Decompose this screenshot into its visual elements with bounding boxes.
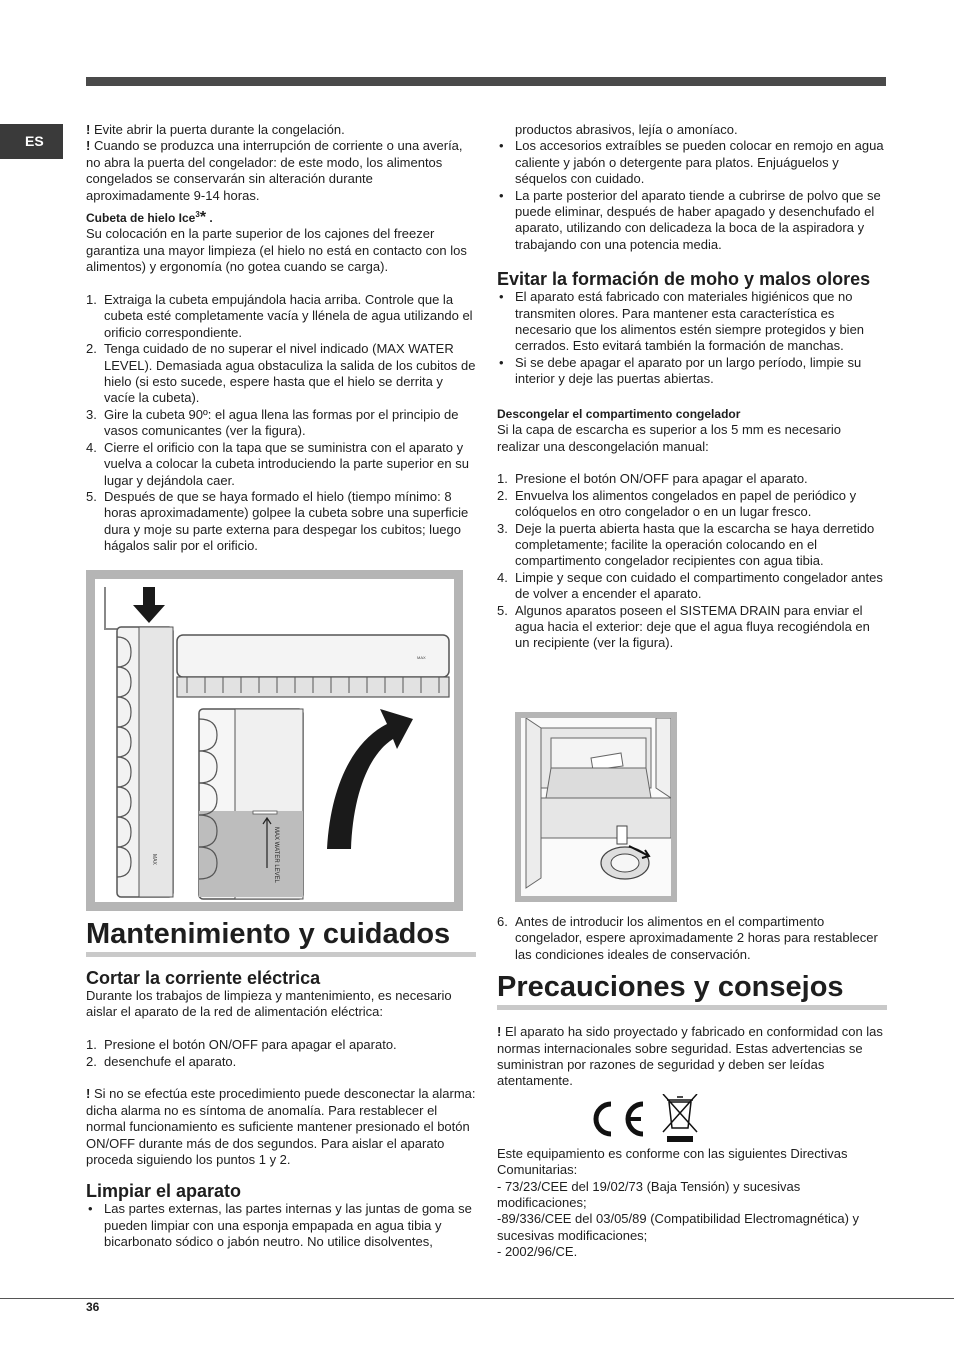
power-intro: Durante los trabajos de limpieza y mantenimiento, es necesario aislar el aparato de la red de alimentación eléctrica: (86, 988, 452, 1020)
defrost-step-6 (497, 914, 887, 963)
list-item: • Los accesorios extraíbles se pueden colocar en remojo en agua caliente y jabón o detergente para platos. Enjuáguelos y séquelos con cuidado. (499, 138, 884, 187)
list-item: 2. Tenga cuidado de no superar el nivel indicado (MAX WATER LEVEL). Demasiada agua obstaculiza la salida de los cubitos de hielo (si esto sucede, espere hasta que el hielo se derrita y vacíe la cubeta). (86, 341, 476, 406)
svg-text:MAX: MAX (151, 854, 157, 865)
list-item: 5. Algunos aparatos poseen el SISTEMA DRAIN para enviar el agua hacia el exterior: deje que el agua fluya recogiéndola en un recipiente (ver la figura). (497, 602, 870, 651)
ice-tray-steps (86, 292, 476, 555)
ice-tray-figure (86, 570, 463, 911)
list-item: 2. desenchufe el aparato. (86, 1053, 237, 1069)
maintenance-title: Mantenimiento y cuidados (86, 918, 476, 957)
list-item: 2. Envuelva los alimentos congelados en papel de periódico y colóquelos en otro congelador o en un lugar fresco. (497, 487, 857, 520)
directive-item: -89/336/CEE del 03/05/89 (Compatibilidad Electromagnética) y sucesivas modificaciones; (497, 1211, 860, 1243)
list-item: 3. Gire la cubeta 90º: el agua llena las formas por el principio de vasos comunicantes (ver la figura). (86, 406, 459, 439)
language-tab: ES (0, 124, 63, 159)
directives-intro: Este equipamiento es conforme con las siguientes Directivas Comunitarias: (497, 1145, 848, 1178)
left-lower-column (86, 918, 476, 1251)
defrost-title: Descongelar el compartimento congelador (497, 406, 741, 421)
list-item: 3. Deje la puerta abierta hasta que la escarcha se haya derretido completamente; facilite la operación colocando en el compartimento congelador recipientes con agua tibia. (497, 520, 875, 569)
list-item: 1. Presione el botón ON/OFF para apagar el aparato. (86, 1037, 397, 1053)
drain-illustration (521, 718, 671, 896)
list-item: 1. Extraiga la cubeta empujándola hacia arriba. Controle que la cubeta esté completamente vacía y llénela de agua utilizando el orificio correspondiente. (86, 292, 473, 340)
ice-tray-illustration (95, 579, 454, 902)
drain-figure (515, 712, 677, 902)
svg-text:MAX: MAX (417, 655, 426, 660)
crossed-bin-icon (663, 1094, 697, 1142)
clean-continuation: productos abrasivos, lejía o amoníaco. (515, 122, 738, 137)
precautions-warning: ! El aparato ha sido proyectado y fabricado en conformidad con las normas internacionales sobre seguridad. Estas advertencias se suministran por razones de seguridad y deben ser leídas atentamente. (497, 1024, 883, 1089)
list-item: • La parte posterior del aparato tiende a cubrirse de polvo que se puede eliminar, después de haber apagado y desenchufado el aparato, utilizando con delicadeza la boca de la aspiradora y trabajando con una potencia media. (499, 187, 881, 252)
ce-mark-icon (596, 1104, 643, 1134)
page-number: 36 (86, 1300, 100, 1314)
warning-door: ! Evite abrir la puerta durante la congelación. (86, 122, 345, 137)
warning-power-cut: ! Cuando se produzca una interrupción de corriente o una avería, no abra la puerta del congelador: de este modo, los alimentos congelados se conservarán sin alteración durante aproximadamente 9-14 horas. (86, 138, 463, 203)
directive-item: - 73/23/CEE del 19/02/73 (Baja Tensión) y sucesivas modificaciones; (497, 1178, 801, 1211)
list-item: 1. Presione el botón ON/OFF para apagar el aparato. (497, 471, 808, 487)
list-item: 6. Antes de introducir los alimentos en el compartimento congelador, espere aproximadamente 2 horas para restablecer las condiciones ideales de conservación. (497, 914, 878, 962)
mold-list (497, 289, 887, 387)
clean-list (86, 1201, 476, 1250)
list-item: • Las partes externas, las partes internas y las juntas de goma se pueden limpiar con una esponja empapada en agua tibia y bicarbonato sódico o jabón neutro. No utilice disolventes, (88, 1201, 472, 1250)
defrost-intro: Si la capa de escarcha es superior a los 5 mm es necesario realizar una descongelación manual: (497, 422, 841, 454)
right-lower-column (497, 914, 887, 1261)
power-warning: ! Si no se efectúa este procedimiento puede desconectar la alarma: dicha alarma no es síntoma de anomalía. Para restablecer el normal funcionamiento es suficiente mantener presionado el botón ON/OFF durante más de dos segundos. Para aislar el aparato proceda siguiendo los puntos 1 y 2. (86, 1086, 476, 1168)
ice-tray-title: Cubeta de hielo Ice$^3$* . (86, 209, 213, 227)
precautions-title: Precauciones y consejos (497, 971, 887, 1010)
footer-rule (0, 1298, 954, 1299)
left-column (86, 122, 476, 555)
list-item: 5. Después de que se haya formado el hielo (tiempo mínimo: 8 horas aproximadamente) golpee la cubeta sobre una superficie dura y moje su parte externa para despegar los cubitos; luego hágalos salir por el orificio. (86, 488, 469, 554)
max-water-level-label: MAX WATER LEVEL (273, 827, 279, 884)
list-item: 4. Cierre el orificio con la tapa que se suministra con el aparato y vuelva a colocar la cubeta introduciendo la parte superior en su lugar y dejándola caer. (86, 439, 469, 488)
certification-marks (497, 1090, 887, 1146)
right-column (497, 122, 887, 652)
list-item: 4. Limpie y seque con cuidado el compartimento congelador antes de volver a encender el aparato. (497, 569, 883, 602)
defrost-steps (497, 471, 887, 651)
power-steps (86, 1037, 476, 1070)
list-item: • Si se debe apagar el aparato por un largo período, limpie su interior y deje las puertas abiertas. (499, 354, 862, 387)
top-rule (86, 77, 886, 86)
list-item: • El aparato está fabricado con materiales higiénicos que no transmiten olores. Para mantener esta característica es necesario que los alimentos estén siempre protegidos y bien cerrados. Esto evitará también la formación de manchas. (499, 289, 865, 354)
mold-section-title: Evitar la formación de moho y malos olores (497, 269, 871, 290)
directive-item: - 2002/96/CE. (497, 1244, 578, 1260)
clean-list-continued (497, 138, 887, 253)
ice-tray-intro: Su colocación en la parte superior de los cajones del freezer garantiza una mayor limpieza (el hielo no está en contacto con los alimentos) y ergonomía (no gotea cuando se carga). (86, 226, 467, 275)
clean-section-title: Limpiar el aparato (86, 1181, 242, 1202)
power-section-title: Cortar la corriente eléctrica (86, 968, 321, 988)
